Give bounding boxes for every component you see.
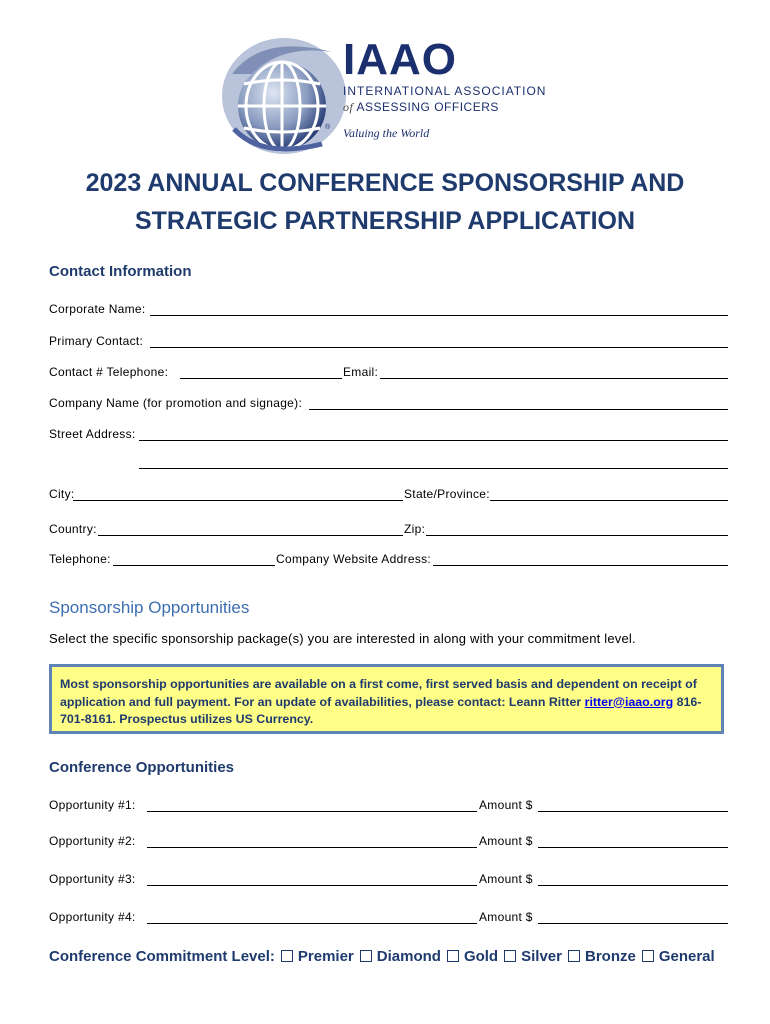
street-address-field[interactable] bbox=[139, 440, 728, 441]
corporate-name-field[interactable] bbox=[150, 315, 728, 316]
primary-contact-field[interactable] bbox=[150, 347, 728, 348]
opportunity-2-label: Opportunity #2: bbox=[49, 834, 136, 848]
diamond-checkbox[interactable] bbox=[360, 950, 372, 962]
general-label: General bbox=[658, 948, 715, 965]
logo-acronym: IAAO bbox=[343, 35, 457, 84]
telephone-field[interactable] bbox=[113, 565, 275, 566]
contact-telephone-label: Contact # Telephone: bbox=[49, 365, 169, 379]
country-field[interactable] bbox=[98, 535, 403, 536]
logo-line1: INTERNATIONAL ASSOCIATION bbox=[343, 84, 547, 98]
premier-checkbox[interactable] bbox=[281, 950, 293, 962]
gold-label: Gold bbox=[463, 948, 499, 965]
company-name-field[interactable] bbox=[309, 409, 728, 410]
opportunity-3-label: Opportunity #3: bbox=[49, 872, 136, 886]
opportunity-4-field[interactable] bbox=[147, 923, 477, 924]
diamond-label: Diamond bbox=[376, 948, 441, 965]
commitment-level bbox=[49, 948, 715, 965]
country-label: Country: bbox=[49, 522, 97, 536]
availability-notice bbox=[49, 664, 724, 734]
opportunity-4-label: Opportunity #4: bbox=[49, 910, 136, 924]
opportunity-2-field[interactable] bbox=[147, 847, 477, 848]
notice-text bbox=[60, 676, 715, 729]
amount-3-field[interactable] bbox=[538, 885, 728, 886]
form-title-line1: 2023 ANNUAL CONFERENCE SPONSORSHIP AND bbox=[85, 169, 685, 197]
logo-line2 bbox=[343, 100, 499, 115]
street-address-label: Street Address: bbox=[49, 427, 136, 441]
logo-line2-of: of bbox=[343, 100, 354, 114]
amount-2-field[interactable] bbox=[538, 847, 728, 848]
logo-tagline: Valuing the World bbox=[343, 126, 430, 140]
opportunity-3-field[interactable] bbox=[147, 885, 477, 886]
sponsorship-heading: Sponsorship Opportunities bbox=[49, 598, 250, 617]
commitment-label: Conference Commitment Level: bbox=[49, 948, 275, 965]
form-title-line2: STRATEGIC PARTNERSHIP APPLICATION bbox=[134, 207, 636, 235]
zip-field[interactable] bbox=[426, 535, 728, 536]
premier-label: Premier bbox=[297, 948, 354, 965]
state-field[interactable] bbox=[490, 500, 728, 501]
silver-label: Silver bbox=[521, 948, 562, 965]
telephone-label: Telephone: bbox=[49, 552, 111, 566]
amount-4-label: Amount $ bbox=[479, 910, 533, 924]
amount-1-label: Amount $ bbox=[479, 798, 533, 812]
bronze-label: Bronze bbox=[584, 948, 636, 965]
amount-2-label: Amount $ bbox=[479, 834, 533, 848]
opportunity-1-field[interactable] bbox=[147, 811, 477, 812]
amount-3-label: Amount $ bbox=[479, 872, 533, 886]
city-field[interactable] bbox=[73, 500, 403, 501]
amount-1-field[interactable] bbox=[538, 811, 728, 812]
street-address-field-2[interactable] bbox=[139, 468, 728, 469]
contact-heading: Contact Information bbox=[49, 263, 192, 280]
city-label: City: bbox=[49, 487, 75, 501]
opportunity-1-label: Opportunity #1: bbox=[49, 798, 136, 812]
contact-email-link[interactable]: ritter@iaao.org bbox=[584, 694, 674, 709]
email-label: Email: bbox=[343, 365, 379, 379]
globe-icon bbox=[222, 34, 352, 156]
bronze-checkbox[interactable] bbox=[568, 950, 580, 962]
corporate-name-label: Corporate Name: bbox=[49, 302, 146, 316]
company-name-label: Company Name (for promotion and signage): bbox=[49, 396, 303, 410]
logo-line2-rest: ASSESSING OFFICERS bbox=[353, 100, 499, 114]
conference-heading: Conference Opportunities bbox=[49, 759, 235, 776]
amount-4-field[interactable] bbox=[538, 923, 728, 924]
silver-checkbox[interactable] bbox=[504, 950, 516, 962]
general-checkbox[interactable] bbox=[642, 950, 654, 962]
state-label: State/Province: bbox=[404, 487, 490, 501]
contact-telephone-field[interactable] bbox=[180, 378, 342, 379]
sponsorship-description: Select the specific sponsorship package(s) you are interested in along with your commitment level. bbox=[49, 631, 636, 646]
website-label: Company Website Address: bbox=[276, 552, 432, 566]
notice-text-part1: Most sponsorship opportunities are available on a first come, first served basis and dependent on receipt of application and full payment. For an update of availabilities, please contact: Leann Ritter bbox=[60, 677, 697, 709]
website-field[interactable] bbox=[433, 565, 728, 566]
gold-checkbox[interactable] bbox=[447, 950, 459, 962]
primary-contact-label: Primary Contact: bbox=[49, 334, 144, 348]
zip-label: Zip: bbox=[404, 522, 426, 536]
notice-text-part2: 816-701-8161. Prospectus utilizes US Currency. bbox=[60, 694, 702, 726]
registered-mark: ® bbox=[325, 124, 331, 131]
email-field[interactable] bbox=[380, 378, 728, 379]
